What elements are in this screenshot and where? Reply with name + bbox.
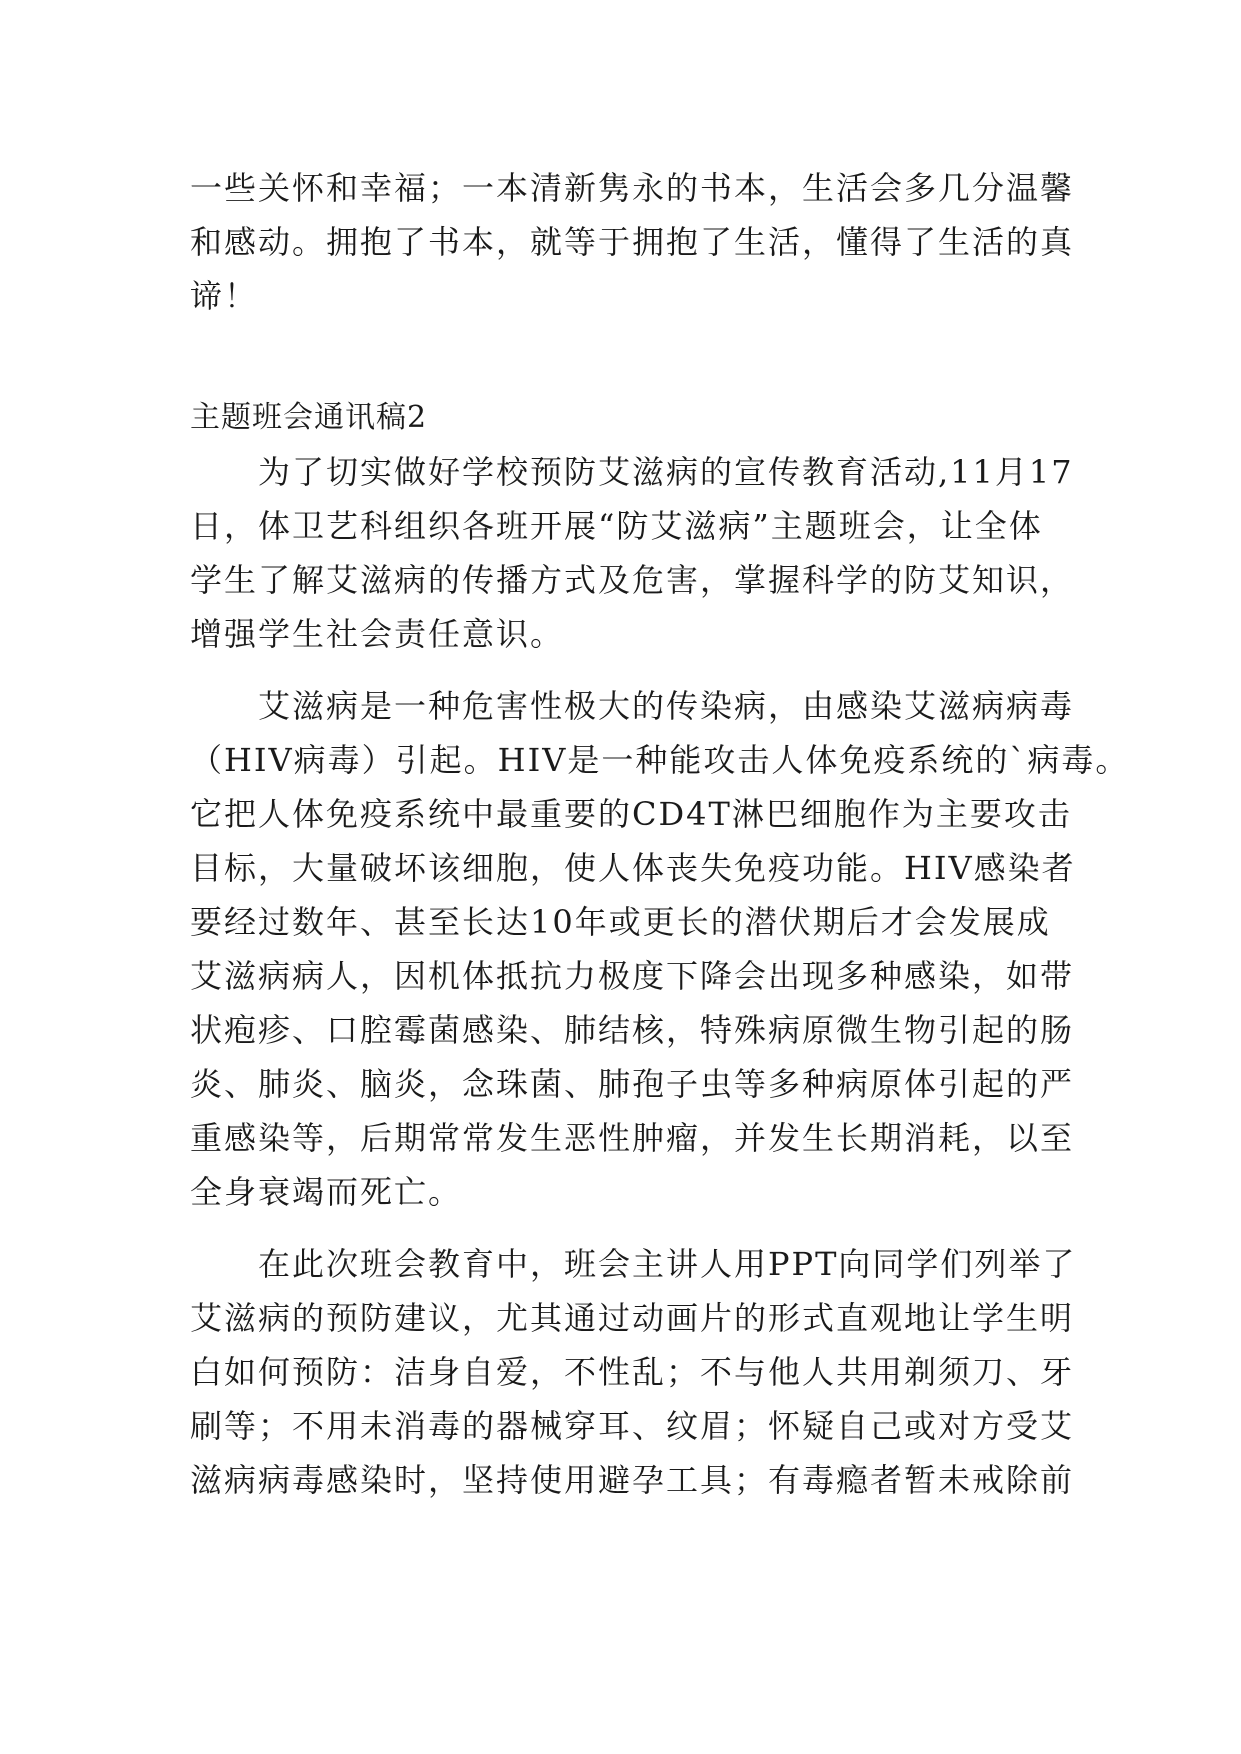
paragraph3-line-1: 在此次班会教育中，班会主讲人用PPT向同学们列举了: [190, 1245, 1077, 1283]
paragraph1-line-1: 为了切实做好学校预防艾滋病的宣传教育活动,11月17: [190, 453, 1074, 491]
paragraph2-line-7: 状疱疹、口腔霉菌感染、肺结核，特殊病原微生物引起的肠: [190, 1011, 1075, 1049]
paragraph2-line-4: 目标，大量破坏该细胞，使人体丧失免疫功能。HIV感染者: [190, 849, 1076, 887]
paragraph3-line-3: 白如何预防：洁身自爱，不性乱；不与他人共用剃须刀、牙: [190, 1353, 1075, 1391]
intro-line-3: 谛！: [190, 277, 259, 315]
paragraph2-line-6: 艾滋病病人，因机体抵抗力极度下降会出现多种感染，如带: [190, 957, 1075, 995]
paragraph3-line-5: 滋病病毒感染时，坚持使用避孕工具；有毒瘾者暂未戒除前: [190, 1461, 1075, 1499]
paragraph1-line-2: 日，体卫艺科组织各班开展“防艾滋病”主题班会，让全体: [190, 507, 1043, 545]
paragraph3-line-4: 刷等；不用未消毒的器械穿耳、纹眉；怀疑自己或对方受艾: [190, 1407, 1075, 1445]
paragraph1-line-4: 增强学生社会责任意识。: [190, 615, 565, 653]
paragraph1-line-3: 学生了解艾滋病的传播方式及危害，掌握科学的防艾知识，: [190, 561, 1075, 599]
paragraph2-line-3: 它把人体免疫系统中最重要的CD4T淋巴细胞作为主要攻击: [190, 795, 1072, 833]
paragraph2-line-9: 重感染等，后期常常发生恶性肿瘤，并发生长期消耗，以至: [190, 1119, 1075, 1157]
paragraph2-line-2: （HIV病毒）引起。HIV是一种能攻击人体免疫系统的`病毒。: [190, 741, 1130, 779]
paragraph2-line-5: 要经过数年、甚至长达10年或更长的潜伏期后才会发展成: [190, 903, 1051, 941]
intro-line-2: 和感动。拥抱了书本，就等于拥抱了生活，懂得了生活的真: [190, 223, 1075, 261]
paragraph2-line-8: 炎、肺炎、脑炎，念珠菌、肺孢子虫等多种病原体引起的严: [190, 1065, 1075, 1103]
paragraph2-line-1: 艾滋病是一种危害性极大的传染病，由感染艾滋病病毒: [190, 687, 1075, 725]
paragraph2-line-10: 全身衰竭而死亡。: [190, 1173, 463, 1211]
intro-line-1: 一些关怀和幸福；一本清新隽永的书本，生活会多几分温馨: [190, 169, 1075, 207]
section-title: 主题班会通讯稿2: [190, 400, 428, 435]
paragraph3-line-2: 艾滋病的预防建议，尤其通过动画片的形式直观地让学生明: [190, 1299, 1075, 1337]
